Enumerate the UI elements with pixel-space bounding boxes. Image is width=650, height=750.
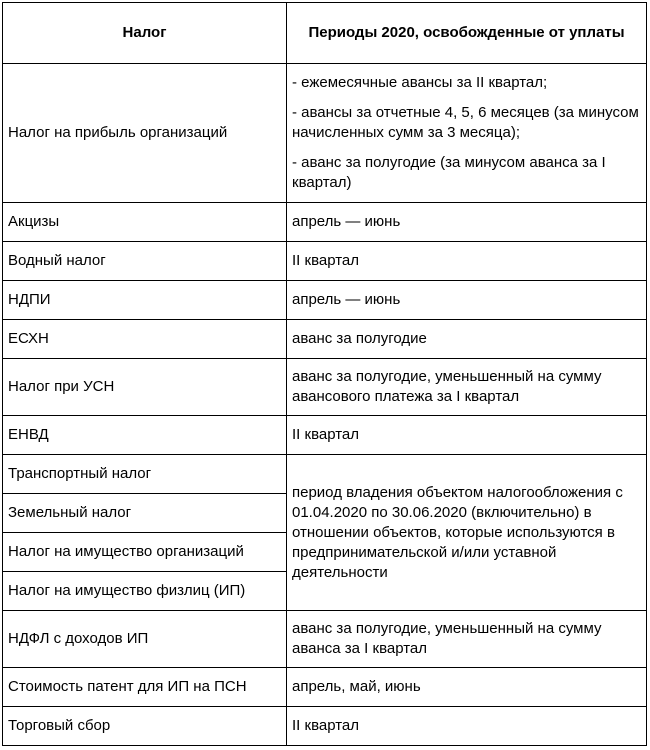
tax-name: Налог на имущество физлиц (ИП) [3, 572, 287, 611]
table-row [3, 611, 647, 668]
tax-name: Торговый сбор [3, 707, 287, 746]
tax-name: Налог на прибыль организаций [3, 64, 287, 203]
table-row [3, 416, 647, 455]
table-row [3, 320, 647, 359]
period-item: - аванс за полугодие (за минусом аванса за I квартал) [292, 154, 606, 191]
table-row [3, 455, 647, 494]
tax-name: НДФЛ с доходов ИП [3, 611, 287, 668]
exempt-period [287, 64, 647, 203]
period-item: - авансы за отчетные 4, 5, 6 месяцев (за минусом начисленных сумм за 3 месяца); [292, 104, 639, 141]
tax-name: Акцизы [3, 203, 287, 242]
tax-name: НДПИ [3, 281, 287, 320]
tax-name: ЕСХН [3, 320, 287, 359]
tax-relief-table [2, 2, 647, 746]
exempt-period: аванс за полугодие, уменьшенный на сумму авансового платежа за I квартал [287, 359, 647, 416]
exempt-period: II квартал [287, 707, 647, 746]
table-row [3, 707, 647, 746]
exempt-period: период владения объектом налогообложения с 01.04.2020 по 30.06.2020 (включительно) в отношении объектов, которые используются в предпринимательской и/или уставной деятельности [287, 455, 647, 611]
exempt-period: апрель, май, июнь [287, 668, 647, 707]
exempt-period: аванс за полугодие, уменьшенный на сумму аванса за I квартал [287, 611, 647, 668]
table-row [3, 281, 647, 320]
tax-name: Водный налог [3, 242, 287, 281]
exempt-period: аванс за полугодие [287, 320, 647, 359]
tax-name: Налог на имущество организаций [3, 533, 287, 572]
table-row [3, 203, 647, 242]
table-row [3, 242, 647, 281]
period-item: - ежемесячные авансы за II квартал; [292, 74, 548, 91]
exempt-period: апрель — июнь [287, 281, 647, 320]
table-header-row [3, 3, 647, 64]
table-row [3, 359, 647, 416]
table-row [3, 668, 647, 707]
table-row [3, 64, 647, 203]
header-tax: Налог [3, 3, 287, 64]
exempt-period: апрель — июнь [287, 203, 647, 242]
tax-name: Транспортный налог [3, 455, 287, 494]
tax-name: Налог при УСН [3, 359, 287, 416]
exempt-period: II квартал [287, 416, 647, 455]
tax-name: Стоимость патент для ИП на ПСН [3, 668, 287, 707]
header-periods: Периоды 2020, освобожденные от уплаты [287, 3, 647, 64]
exempt-period: II квартал [287, 242, 647, 281]
tax-name: Земельный налог [3, 494, 287, 533]
tax-name: ЕНВД [3, 416, 287, 455]
